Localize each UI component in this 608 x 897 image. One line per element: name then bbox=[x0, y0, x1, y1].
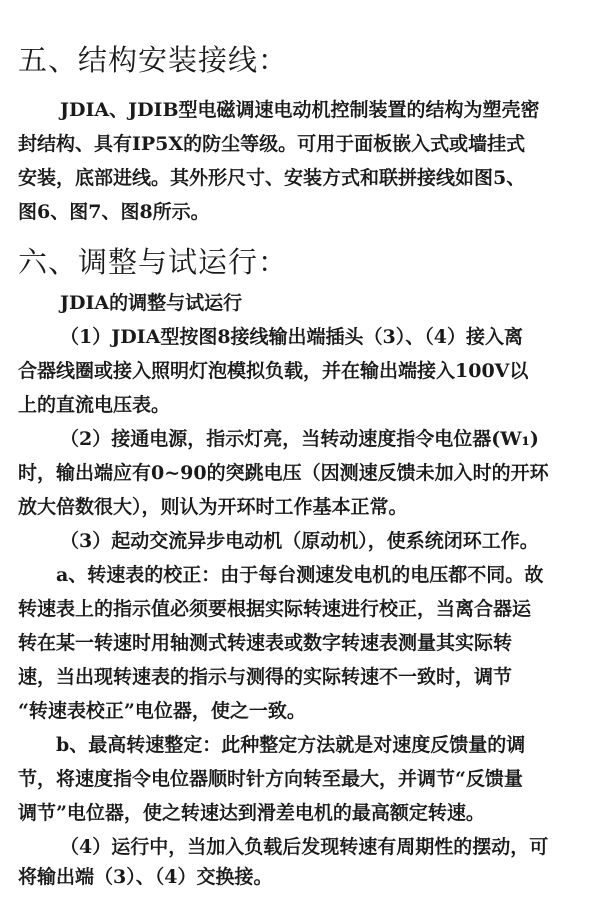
item-b-line-3: 调节”电位器，使之转速达到滑差电机的最高额定转速。 bbox=[18, 802, 485, 824]
item-a-line-2: 转速表上的指示值必须要根据实际转速进行校正，当离合器运 bbox=[18, 598, 532, 620]
item-a-line-4: 速，当出现转速表的指示与测得的实际转速不一致时，调节 bbox=[18, 666, 513, 688]
section-5-heading: 五、结构安装接线： bbox=[18, 43, 289, 77]
section-6-heading: 六、调整与试运行： bbox=[18, 245, 289, 279]
item-b-line-1: b、最高转速整定：此种整定方法就是对速度反馈量的调 bbox=[56, 734, 526, 756]
item-3-line: （3）起动交流异步电动机（原动机），使系统闭环工作。 bbox=[60, 530, 539, 552]
item-a-line-1: a、转速表的校正：由于每台测速发电机的电压都不同。故 bbox=[56, 564, 544, 586]
section-5-line-4: 图6、图7、图8所示。 bbox=[18, 201, 210, 223]
item-4-line-1: （4）运行中，当加入负载后发现转速有周期性的摆动，可 bbox=[60, 836, 549, 858]
item-a-line-5: “转速表校正”电位器，使之一致。 bbox=[18, 700, 306, 722]
item-b-line-2: 节，将速度指令电位器顺时针方向转至最大，并调节“反馈量 bbox=[18, 768, 523, 790]
item-1-line-3: 上的直流电压表。 bbox=[18, 394, 171, 416]
section-6-subheading: JDIA的调整与试运行 bbox=[60, 292, 243, 314]
section-5-line-2: 封结构、具有IP5X的防尘等级。可用于面板嵌入式或墙挂式 bbox=[18, 133, 526, 155]
item-2-line-1: （2）接通电源，指示灯亮，当转动速度指令电位器(W₁) bbox=[60, 428, 539, 450]
item-2-line-2: 时，输出端应有0~90的突跳电压（因测速反馈未加入时的开环 bbox=[18, 462, 549, 484]
section-5-line-1: JDIA、JDIB型电磁调速电动机控制装置的结构为塑壳密 bbox=[60, 99, 540, 121]
section-5-line-3: 安装，底部进线。其外形尺寸、安装方式和联拼接线如图5、 bbox=[18, 167, 526, 189]
item-1-line-1: （1）JDIA型按图8接线输出端插头（3）、（4）接入离 bbox=[60, 326, 523, 348]
item-1-line-2: 合器线圈或接入照明灯泡模拟负载，并在输出端接入100V以 bbox=[18, 360, 529, 382]
item-4-line-2: 将输出端（3）、（4）交换接。 bbox=[18, 866, 273, 888]
item-a-line-3: 转在某一转速时用轴测式转速表或数字转速表测量其实际转 bbox=[18, 632, 513, 654]
item-2-line-3: 放大倍数很大），则认为开环时工作基本正常。 bbox=[18, 496, 408, 518]
